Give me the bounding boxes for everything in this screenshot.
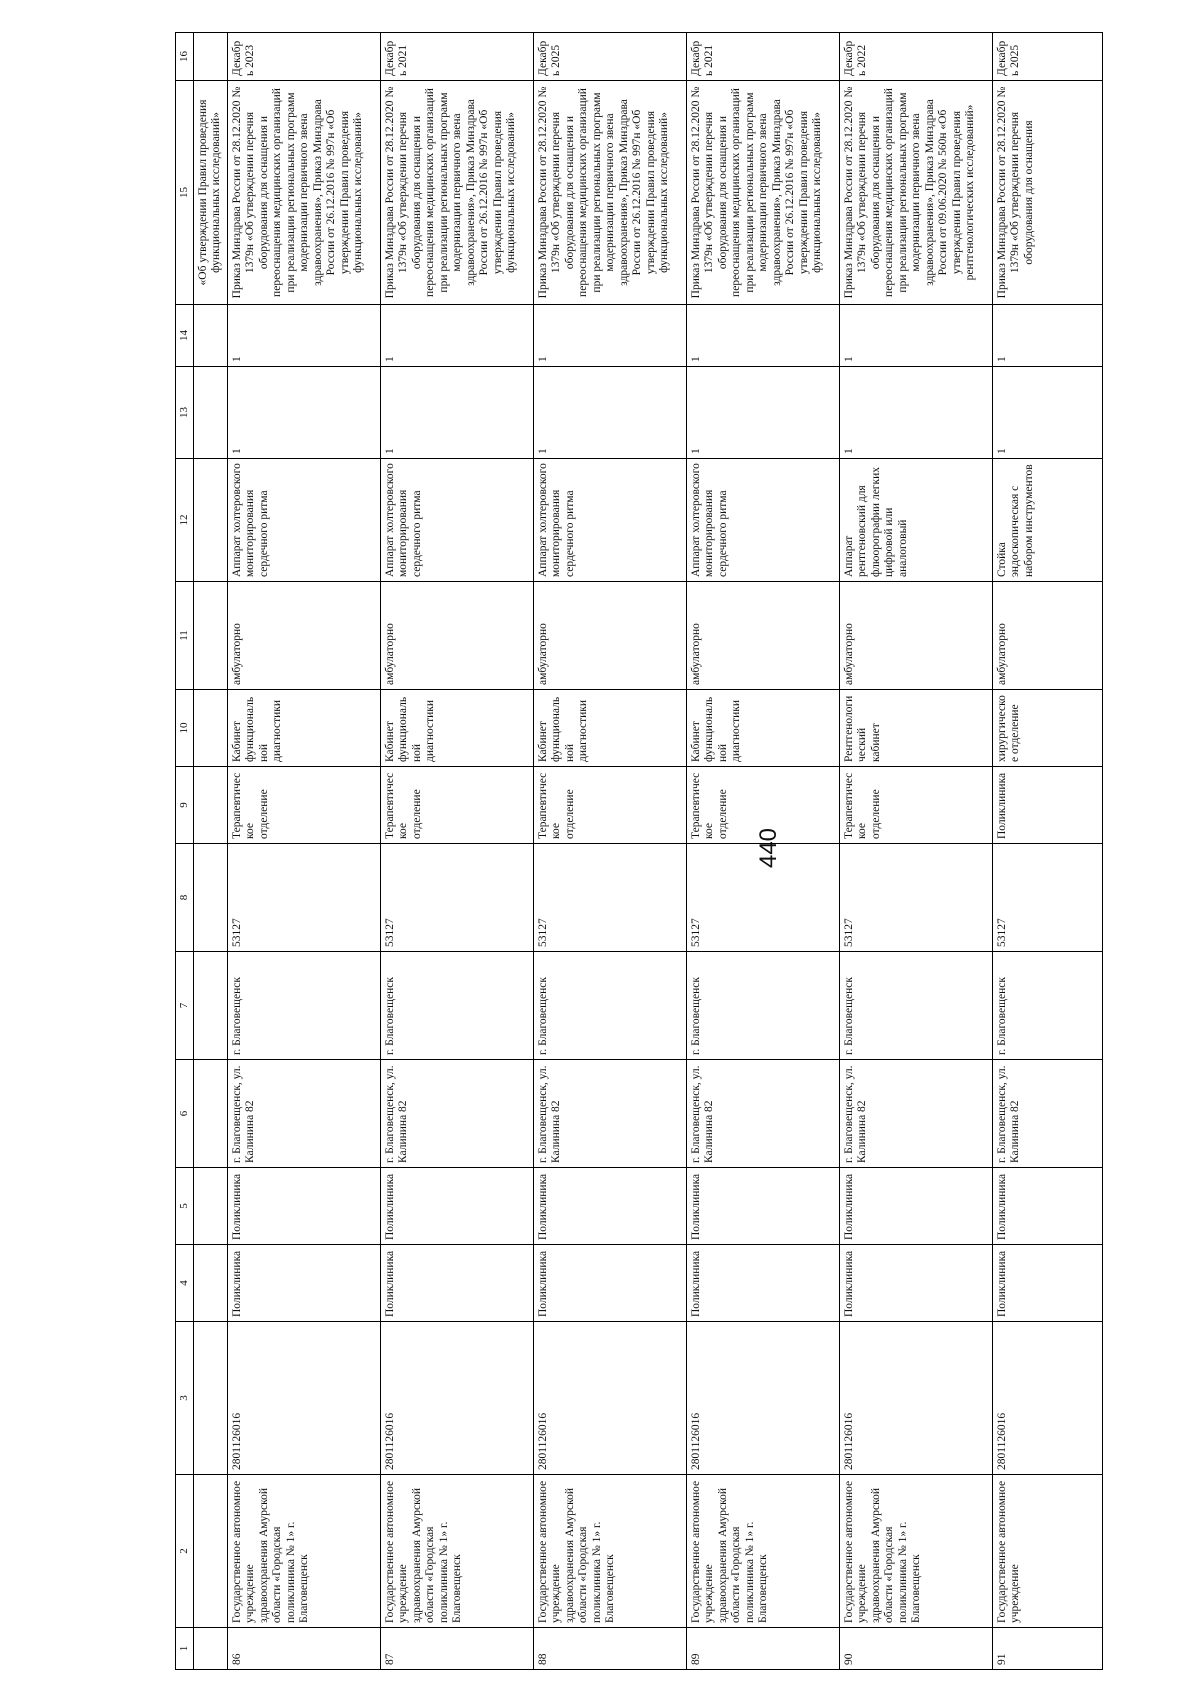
care-form-cell: амбулаторно	[227, 582, 380, 690]
quantity-cell: 1	[380, 367, 533, 459]
equipment-table	[175, 32, 1103, 1670]
address-cell: г. Благовещенск, ул. Калинина 82	[686, 1060, 839, 1168]
city-cell: г. Благовещенск	[839, 952, 992, 1060]
inn-cell: 2801126016	[686, 1322, 839, 1475]
subdivision-cell: Поликлиника	[227, 1168, 380, 1245]
code-cell: 53127	[533, 844, 686, 952]
term-cell: Декабрь 2023	[227, 33, 380, 81]
unit-cell: Кабинет функциональной диагностики	[227, 690, 380, 767]
subdivision-cell: Поликлиника	[686, 1168, 839, 1245]
address-cell: г. Благовещенск, ул. Калинина 82	[533, 1060, 686, 1168]
city-cell: г. Благовещенск	[992, 952, 1102, 1060]
equipment-cell: Аппарат холтеровского мониторирования сердечного ритма	[533, 459, 686, 582]
row-number: 90	[839, 1628, 992, 1670]
city-cell: г. Благовещенск	[533, 952, 686, 1060]
address-cell: г. Благовещенск, ул. Калинина 82	[992, 1060, 1102, 1168]
equipment-cell: Аппарат рентгеновский для флюорографии легких цифровой или аналоговый	[839, 459, 992, 582]
quantity-cell: 1	[686, 305, 839, 367]
col-number-header: 3	[176, 1322, 194, 1475]
col-number-header: 2	[176, 1475, 194, 1628]
col-number-header: 12	[176, 459, 194, 582]
term-cell: Декабрь 2025	[992, 33, 1102, 81]
address-cell: г. Благовещенск, ул. Калинина 82	[839, 1060, 992, 1168]
empty-cell	[194, 1168, 228, 1245]
department-cell: Терапевтическое отделение	[533, 767, 686, 844]
code-cell: 53127	[839, 844, 992, 952]
org-type-cell: Поликлиника	[992, 1245, 1102, 1322]
equipment-cell: Стойка эндоскопическая с набором инструментов	[992, 459, 1102, 582]
city-cell: г. Благовещенск	[686, 952, 839, 1060]
empty-cell	[194, 767, 228, 844]
inn-cell: 2801126016	[839, 1322, 992, 1475]
empty-cell	[194, 367, 228, 459]
quantity-cell: 1	[227, 367, 380, 459]
address-cell: г. Благовещенск, ул. Калинина 82	[380, 1060, 533, 1168]
basis-cell-continued: «Об утверждении Правил проведения функциональных исследований»	[194, 81, 228, 305]
city-cell: г. Благовещенск	[380, 952, 533, 1060]
col-number-header: 6	[176, 1060, 194, 1168]
col-number-header: 9	[176, 767, 194, 844]
equipment-cell: Аппарат холтеровского мониторирования сердечного ритма	[380, 459, 533, 582]
col-number-header: 1	[176, 1628, 194, 1670]
department-cell: Терапевтическое отделение	[686, 767, 839, 844]
unit-cell: Кабинет функциональной диагностики	[686, 690, 839, 767]
department-cell: Поликлиника	[992, 767, 1102, 844]
org-type-cell: Поликлиника	[533, 1245, 686, 1322]
table-row	[227, 33, 380, 1670]
care-form-cell: амбулаторно	[992, 582, 1102, 690]
col-number-header: 5	[176, 1168, 194, 1245]
unit-cell: Кабинет функциональной диагностики	[380, 690, 533, 767]
unit-cell: хирургическое отделение	[992, 690, 1102, 767]
quantity-cell: 1	[227, 305, 380, 367]
care-form-cell: амбулаторно	[380, 582, 533, 690]
org-type-cell: Поликлиника	[227, 1245, 380, 1322]
quantity-cell: 1	[686, 367, 839, 459]
quantity-cell: 1	[992, 367, 1102, 459]
empty-cell	[194, 1245, 228, 1322]
organization-cell: Государственное автономное учреждение здравоохранения Амурской области «Городская поликлиника № 1» г. Благовещенск	[227, 1475, 380, 1628]
quantity-cell: 1	[380, 305, 533, 367]
subdivision-cell: Поликлиника	[380, 1168, 533, 1245]
basis-cell: Приказ Минздрава России от 28.12.2020 № 1379н «Об утверждении перечня оборудования для оснащения и переоснащения медицинских организаций при реализации региональных программ модернизации первичного звена здравоохранения», Приказ Минздрава России от 09.06.2020 № 560н «Об утверждении Правил проведения рентгенологических исследований»	[839, 81, 992, 305]
table-row	[992, 33, 1102, 1670]
subdivision-cell: Поликлиника	[992, 1168, 1102, 1245]
empty-cell	[194, 582, 228, 690]
basis-cell: Приказ Минздрава России от 28.12.2020 № 1379н «Об утверждении перечня оборудования для оснащения и переоснащения медицинских организаций при реализации региональных программ модернизации первичного звена здравоохранения», Приказ Минздрава России от 26.12.2016 № 997н «Об утверждении Правил проведения функциональных исследований»	[380, 81, 533, 305]
row-number: 86	[227, 1628, 380, 1670]
empty-cell	[194, 690, 228, 767]
care-form-cell: амбулаторно	[686, 582, 839, 690]
empty-cell	[194, 305, 228, 367]
inn-cell: 2801126016	[380, 1322, 533, 1475]
rotated-table-container	[175, 33, 1103, 1670]
inn-cell: 2801126016	[992, 1322, 1102, 1475]
table-row	[533, 33, 686, 1670]
quantity-cell: 1	[839, 367, 992, 459]
unit-cell: Рентгенологический кабинет	[839, 690, 992, 767]
page-number: 440	[755, 827, 782, 869]
quantity-cell: 1	[839, 305, 992, 367]
department-cell: Терапевтическое отделение	[227, 767, 380, 844]
row-number: 91	[992, 1628, 1102, 1670]
col-number-header: 14	[176, 305, 194, 367]
department-cell: Терапевтическое отделение	[380, 767, 533, 844]
table-row	[839, 33, 992, 1670]
organization-cell: Государственное автономное учреждение	[992, 1475, 1102, 1628]
organization-cell: Государственное автономное учреждение здравоохранения Амурской области «Городская поликлиника № 1» г. Благовещенск	[533, 1475, 686, 1628]
subdivision-cell: Поликлиника	[839, 1168, 992, 1245]
care-form-cell: амбулаторно	[533, 582, 686, 690]
inn-cell: 2801126016	[533, 1322, 686, 1475]
term-cell: Декабрь 2025	[533, 33, 686, 81]
organization-cell: Государственное автономное учреждение здравоохранения Амурской области «Городская поликлиника № 1» г. Благовещенск	[380, 1475, 533, 1628]
col-number-header: 11	[176, 582, 194, 690]
term-cell: Декабрь 2021	[380, 33, 533, 81]
department-cell: Терапевтическое отделение	[839, 767, 992, 844]
row-number: 88	[533, 1628, 686, 1670]
equipment-cell: Аппарат холтеровского мониторирования сердечного ритма	[686, 459, 839, 582]
term-cell: Декабрь 2022	[839, 33, 992, 81]
col-number-header: 10	[176, 690, 194, 767]
empty-cell	[194, 1060, 228, 1168]
col-number-header: 8	[176, 844, 194, 952]
col-number-header: 16	[176, 33, 194, 81]
empty-cell	[194, 952, 228, 1060]
organization-cell: Государственное автономное учреждение здравоохранения Амурской области «Городская поликлиника № 1» г. Благовещенск	[686, 1475, 839, 1628]
quantity-cell: 1	[533, 305, 686, 367]
col-number-header: 13	[176, 367, 194, 459]
inn-cell: 2801126016	[227, 1322, 380, 1475]
empty-cell	[194, 459, 228, 582]
code-cell: 53127	[686, 844, 839, 952]
empty-cell	[194, 1475, 228, 1628]
city-cell: г. Благовещенск	[227, 952, 380, 1060]
code-cell: 53127	[380, 844, 533, 952]
header-row	[176, 33, 194, 1670]
empty-cell	[194, 1628, 228, 1670]
col-number-header: 7	[176, 952, 194, 1060]
code-cell: 53127	[227, 844, 380, 952]
empty-cell	[194, 844, 228, 952]
basis-cell: Приказ Минздрава России от 28.12.2020 № 1379н «Об утверждении перечня оборудования для оснащения и переоснащения медицинских организаций при реализации региональных программ модернизации первичного звена здравоохранения», Приказ Минздрава России от 26.12.2016 № 997н «Об утверждении Правил проведения функциональных исследований»	[533, 81, 686, 305]
row-number: 87	[380, 1628, 533, 1670]
basis-cell: Приказ Минздрава России от 28.12.2020 № 1379н «Об утверждении перечня оборудования для оснащения и переоснащения медицинских организаций при реализации региональных программ модернизации первичного звена здравоохранения», Приказ Минздрава России от 26.12.2016 № 997н «Об утверждении Правил проведения функциональных исследований»	[686, 81, 839, 305]
continued-row	[194, 33, 228, 1670]
table-row	[380, 33, 533, 1670]
subdivision-cell: Поликлиника	[533, 1168, 686, 1245]
care-form-cell: амбулаторно	[839, 582, 992, 690]
org-type-cell: Поликлиника	[686, 1245, 839, 1322]
quantity-cell: 1	[533, 367, 686, 459]
empty-cell	[194, 33, 228, 81]
unit-cell: Кабинет функциональной диагностики	[533, 690, 686, 767]
table-row	[686, 33, 839, 1670]
term-cell: Декабрь 2021	[686, 33, 839, 81]
quantity-cell: 1	[992, 305, 1102, 367]
row-number: 89	[686, 1628, 839, 1670]
address-cell: г. Благовещенск, ул. Калинина 82	[227, 1060, 380, 1168]
org-type-cell: Поликлиника	[380, 1245, 533, 1322]
org-type-cell: Поликлиника	[839, 1245, 992, 1322]
col-number-header: 15	[176, 81, 194, 305]
code-cell: 53127	[992, 844, 1102, 952]
basis-cell: Приказ Минздрава России от 28.12.2020 № 1379н «Об утверждении перечня оборудования для оснащения	[992, 81, 1102, 305]
equipment-cell: Аппарат холтеровского мониторирования сердечного ритма	[227, 459, 380, 582]
basis-cell: Приказ Минздрава России от 28.12.2020 № 1379н «Об утверждении перечня оборудования для оснащения и переоснащения медицинских организаций при реализации региональных программ модернизации первичного звена здравоохранения», Приказ Минздрава России от 26.12.2016 № 997н «Об утверждении Правил проведения функциональных исследований»	[227, 81, 380, 305]
organization-cell: Государственное автономное учреждение здравоохранения Амурской области «Городская поликлиника № 1» г. Благовещенск	[839, 1475, 992, 1628]
empty-cell	[194, 1322, 228, 1475]
col-number-header: 4	[176, 1245, 194, 1322]
